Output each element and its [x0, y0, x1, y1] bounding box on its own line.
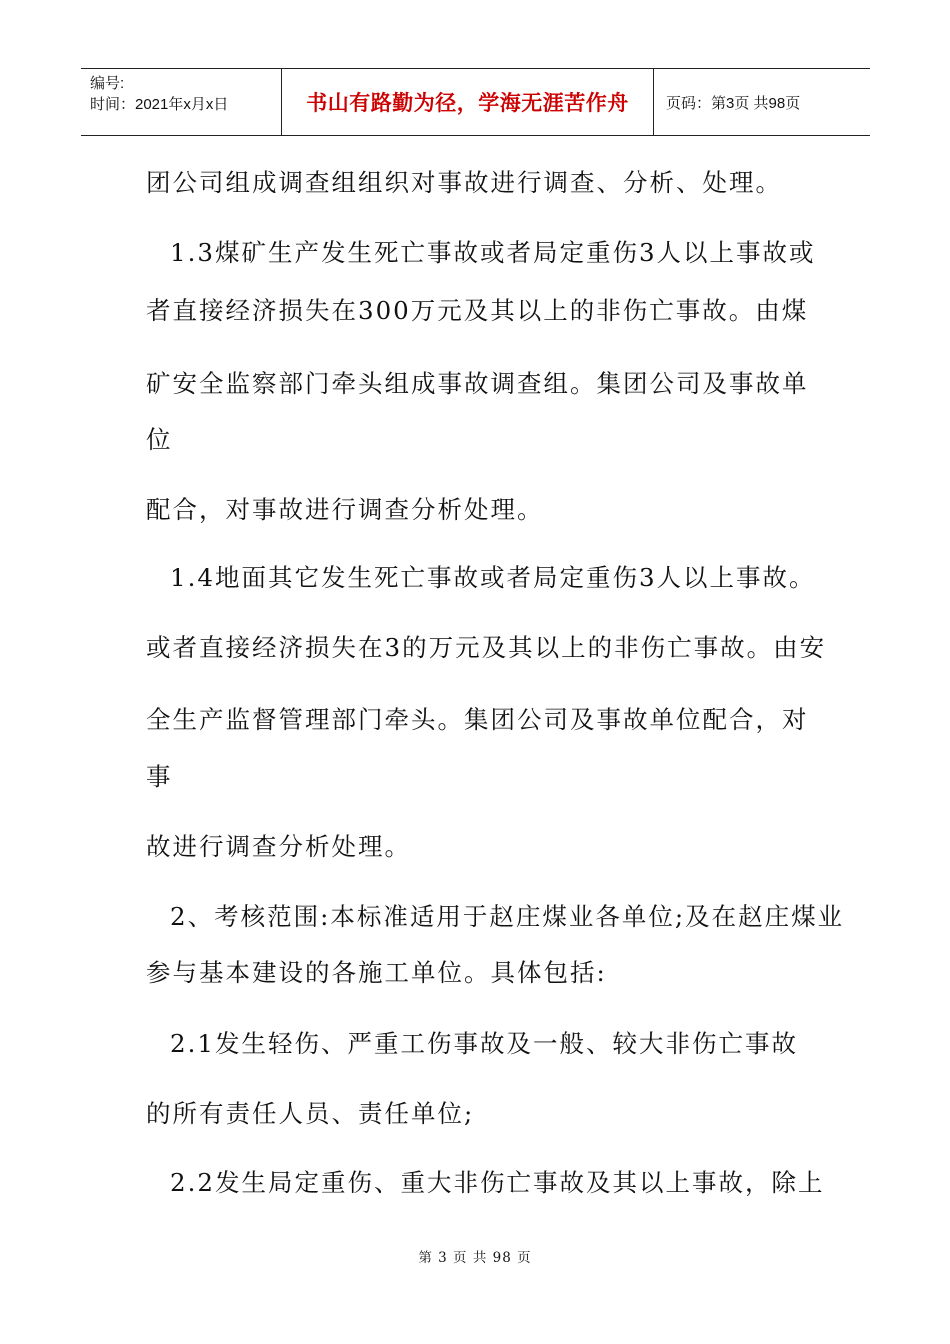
header-motto-cell [282, 69, 654, 135]
body-line: 团公司组成调查组组织对事故进行调查、分析、处理。 [146, 168, 782, 197]
body-line: 全生产监督管理部门牵头。集团公司及事故单位配合，对 [146, 705, 809, 734]
body-line: 参与基本建设的各施工单位。具体包括: [146, 958, 607, 987]
body-line: 事 [146, 762, 173, 791]
header-motto: 书山有路勤为径，学海无涯苦作舟 [306, 91, 629, 115]
page-header [81, 68, 870, 136]
body-line: 1.3煤矿生产发生死亡事故或者局定重伤3人以上事故或 [170, 238, 816, 267]
body-line: 的所有责任人员、责任单位; [146, 1099, 475, 1128]
body-line: 2.1发生轻伤、严重工伤事故及一般、较大非伤亡事故 [170, 1029, 798, 1058]
body-line: 故进行调查分析处理。 [146, 832, 411, 861]
document-number-label: 编号: [90, 75, 125, 92]
body-line: 1.4地面其它发生死亡事故或者局定重伤3人以上事故。 [170, 563, 816, 592]
body-line: 或者直接经济损失在3的万元及其以上的非伤亡事故。由安 [146, 633, 827, 662]
document-time-label: 时间：2021年x月x日 [90, 96, 229, 113]
body-line: 者直接经济损失在300万元及其以上的非伤亡事故。由煤 [146, 296, 809, 325]
header-meta-cell [81, 69, 282, 135]
header-page-info: 页码：第3页 共98页 [666, 94, 801, 112]
body-line: 矿安全监察部门牵头组成事故调查组。集团公司及事故单 [146, 369, 809, 398]
body-line: 配合，对事故进行调查分析处理。 [146, 495, 544, 524]
body-line: 2.2发生局定重伤、重大非伤亡事故及其以上事故，除上 [170, 1168, 825, 1197]
page-footer: 第 3 页 共 98 页 [418, 1250, 532, 1266]
body-line: 位 [146, 425, 173, 454]
body-line: 2、考核范围:本标准适用于赵庄煤业各单位;及在赵庄煤业 [170, 902, 845, 931]
